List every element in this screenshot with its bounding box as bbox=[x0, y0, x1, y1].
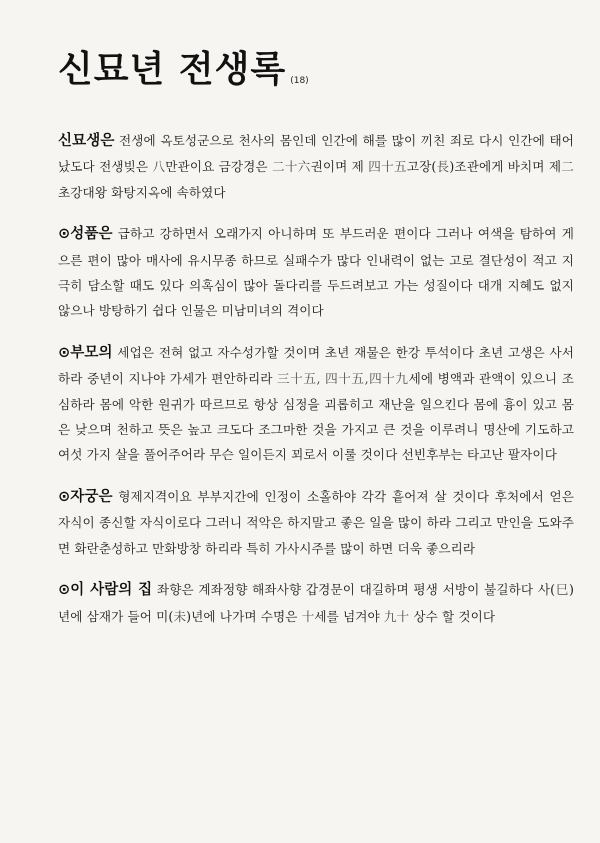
hanja-text: 長 bbox=[436, 159, 450, 175]
section-text: 권이며 제 bbox=[310, 159, 369, 175]
section-heading: ⊙부모의 bbox=[58, 344, 113, 361]
hanja-text: 八 bbox=[152, 159, 166, 175]
section-text: )조관에게 바치며 제 bbox=[449, 159, 562, 175]
hanja-text: 四十五 bbox=[368, 159, 407, 175]
section-text: 상수 할 것이다 bbox=[409, 608, 496, 624]
section-children bbox=[58, 484, 574, 561]
section-house bbox=[58, 577, 574, 629]
section-heading: ⊙이 사람의 집 bbox=[58, 582, 153, 599]
section-text: 만관이요 금강경은 bbox=[165, 159, 272, 175]
section-text: 좌향은 계좌정향 해좌사향 갑경문이 대길하며 평생 서방이 불길하다 사( bbox=[152, 582, 556, 598]
section-text: 고장( bbox=[406, 159, 437, 175]
hanja-text: 三十五, 四十五,四十九 bbox=[277, 371, 409, 387]
section-heading: ⊙성품은 bbox=[58, 226, 113, 243]
page-title: 신묘년 전생록 bbox=[58, 49, 287, 90]
section-text: 세업은 전혀 없고 자수성가할 것이며 초년 재물은 한강 투석이다 초년 고생은 사서하라 중년이 지나야 가세가 편안하리라 bbox=[58, 344, 574, 387]
hanja-text: 十 bbox=[301, 608, 315, 624]
hanja-text: 九十 bbox=[383, 608, 410, 624]
section-text: 급하고 강하면서 오래가지 아니하며 또 부드러운 편이다 그러나 여색을 탐하여 게으른 편이 많아 매사에 유시무종 하므로 실패수가 많다 인내력이 없는 고로 결단성이 적고 지극히 담소할 때도 있다 의혹심이 많아 돌다리를 두드려보고 가는 성질이다 대개 지혜도 없지 않으나 방탕하기 쉽다 인물은 미남미녀의 격이다 bbox=[58, 226, 574, 319]
section-text: 초강대왕 화탕지옥에 속하였다 bbox=[58, 184, 226, 200]
hanja-text: 二十六 bbox=[271, 159, 311, 175]
section-parents bbox=[58, 340, 574, 468]
page-number: (18) bbox=[290, 76, 309, 86]
section-heading: ⊙자궁은 bbox=[58, 488, 113, 505]
section-heading: 신묘생은 bbox=[58, 133, 115, 149]
section-text: )년에 삼재가 들어 미( bbox=[58, 582, 574, 624]
section-text: 세에 병액과 관액이 있으니 조심하라 몸에 악한 원귀가 따르므로 항상 심정을 괴롭히고 재난을 일으킨다 몸에 흉이 있고 몸은 낮으며 천하고 뜻은 높고 크도다 조그마한 것을 가지고 큰 것을 이루려니 명산에 기도하고 여섯 가지 살을 풀어주어라 무슨 일이든지 꾀로서 이룰 것이다 선빈후부는 타고난 팔자이다 bbox=[58, 371, 574, 463]
section-personality bbox=[58, 221, 574, 324]
section-intro bbox=[58, 128, 574, 205]
section-text: )년에 나가며 수명은 bbox=[186, 608, 302, 624]
section-text: 세를 넘겨야 bbox=[314, 608, 384, 624]
hanja-text: 未 bbox=[173, 608, 187, 624]
section-text: 전생에 옥토성군으로 천사의 몸인데 인간에 해를 많이 끼친 죄로 다시 인간에 태어 났도다 전생빚은 bbox=[58, 133, 574, 175]
hanja-text: 巳 bbox=[555, 582, 569, 598]
title-row bbox=[58, 49, 574, 90]
hanja-text: 二 bbox=[561, 159, 574, 175]
section-text: 형제지격이요 부부지간에 인정이 소홀하야 각각 흩어져 살 것이다 후처에서 얻은 자식이 종신할 자식이로다 그러니 적악은 하지말고 좋은 일을 많이 하라 그리고 만인을 도와주면 화란춘성하고 만화방창 하리라 특히 가사시주를 많이 하면 더욱 좋으리라 bbox=[58, 488, 574, 556]
